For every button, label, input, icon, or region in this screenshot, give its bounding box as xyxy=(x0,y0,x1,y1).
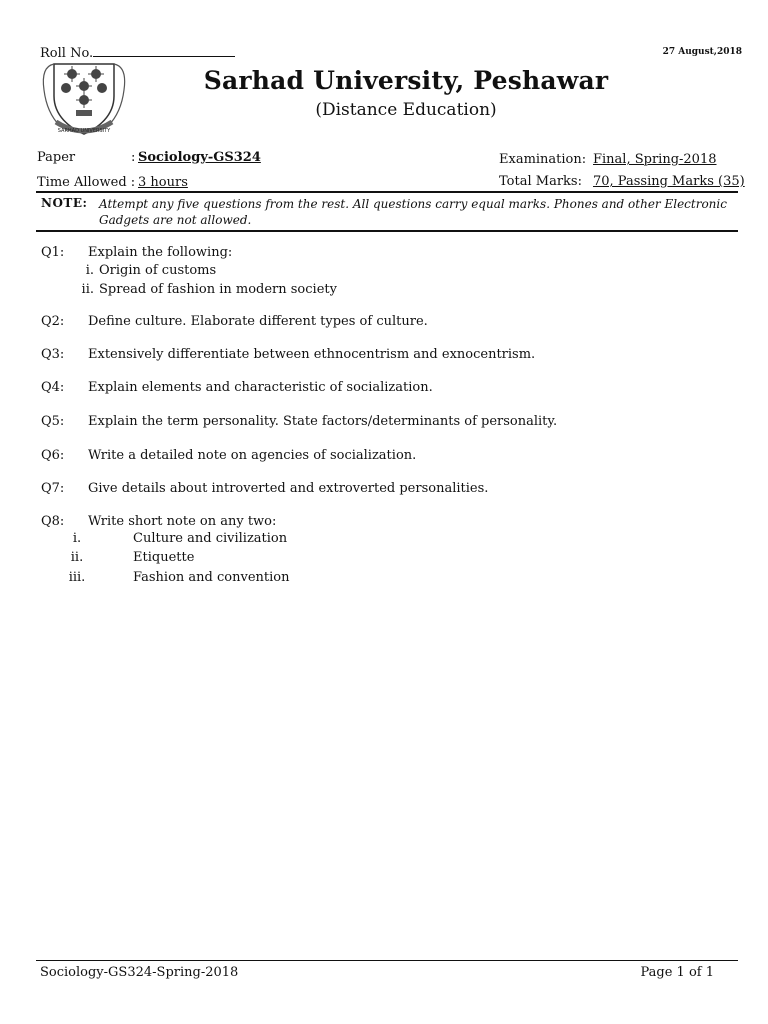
sub-item-text: Spread of fashion in modern society xyxy=(99,282,337,297)
sub-item-number: i. xyxy=(85,263,94,278)
time-allowed-value: 3 hours xyxy=(138,175,188,190)
sub-item-text: Culture and civilization xyxy=(133,531,288,546)
total-marks-value: 70, Passing Marks (35) xyxy=(593,174,745,189)
question-text: Explain elements and characteristic of socialization. xyxy=(88,380,433,395)
university-title: Sarhad University, Peshawar xyxy=(203,66,609,95)
division-subtitle: (Distance Education) xyxy=(315,100,497,120)
svg-text:SARHAD UNIVERSITY: SARHAD UNIVERSITY xyxy=(57,128,111,134)
question-text: Write a detailed note on agencies of socialization. xyxy=(88,448,417,463)
paper-separator: : xyxy=(131,150,136,165)
question-number: Q5: xyxy=(41,414,65,429)
sub-item-text: Fashion and convention xyxy=(133,570,290,585)
paper-value: Sociology-GS324 xyxy=(138,150,261,165)
examination-value: Final, Spring-2018 xyxy=(593,152,717,167)
question-number: Q6: xyxy=(41,448,65,463)
note-label: NOTE: xyxy=(41,196,88,210)
question-number: Q4: xyxy=(41,380,65,395)
sub-item-text: Etiquette xyxy=(133,550,195,565)
roll-number-label: Roll No. xyxy=(40,46,94,61)
question-text: Define culture. Elaborate different types of culture. xyxy=(88,314,428,329)
sub-item-number: iii. xyxy=(68,570,86,585)
sub-item-number: i. xyxy=(72,531,82,546)
sub-item-number: ii. xyxy=(81,282,94,297)
footer-rule xyxy=(36,960,738,961)
examination-label: Examination: xyxy=(499,152,587,167)
paper-label: Paper xyxy=(37,150,76,165)
footer-page-number: Page 1 of 1 xyxy=(640,965,714,980)
question-text: Write short note on any two: xyxy=(88,514,277,529)
question-number: Q7: xyxy=(41,481,65,496)
note-text: Attempt any five questions from the rest. All questions carry equal marks. Phones and other Electronic Gadgets are not allowed. xyxy=(99,197,727,227)
sub-item-number: ii. xyxy=(70,550,84,565)
question-text: Extensively differentiate between ethnocentrism and exnocentrism. xyxy=(88,347,536,362)
question-number: Q3: xyxy=(41,347,65,362)
footer-course-code: Sociology-GS324-Spring-2018 xyxy=(40,965,239,980)
time-allowed-label: Time Allowed : xyxy=(37,175,136,190)
question-number: Q1: xyxy=(41,245,65,260)
question-text: Explain the term personality. State factors/determinants of personality. xyxy=(88,414,558,429)
total-marks-label: Total Marks: xyxy=(499,174,582,189)
question-text: Give details about introverted and extroverted personalities. xyxy=(88,481,489,496)
sub-item-text: Origin of customs xyxy=(99,263,217,278)
question-text: Explain the following: xyxy=(88,245,233,260)
note-bottom-rule xyxy=(36,230,738,232)
note-top-rule xyxy=(36,191,738,193)
question-number: Q2: xyxy=(41,314,65,329)
question-number: Q8: xyxy=(41,514,65,529)
exam-date: 27 August,2018 xyxy=(662,47,742,57)
